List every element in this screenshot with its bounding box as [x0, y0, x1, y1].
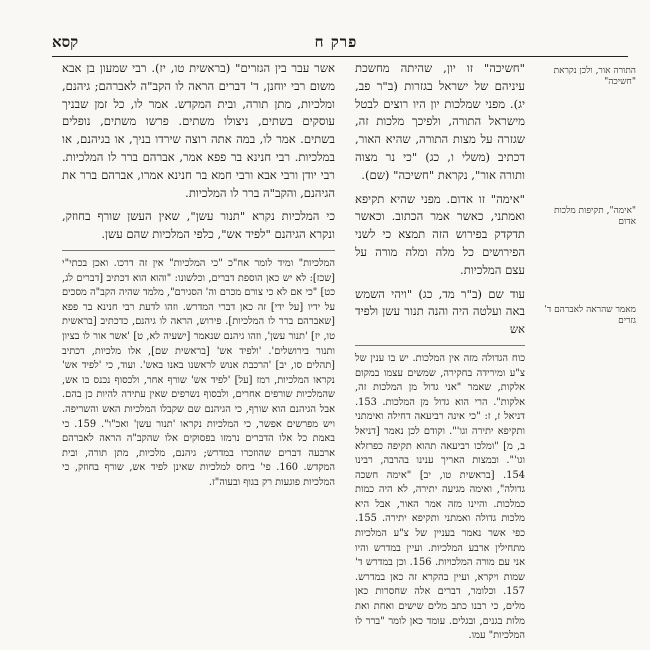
paragraph-chashecha: "חשיכה" זו יון, שהיתה מחשכת עיניהם של ישראל בגזרות (ב"ר פב, יג). מפני שמלכות יון היו רוצים לבטל מישראל התורה, ולפיכך מלכות זה, שגזרה על מצות התורה, שהיא האור, דכתיב (משלי ו, כג) "כי נר מצוה ותורה אור", נקראת "חשיכה" (שם). — [355, 61, 525, 182]
paragraph-asher-avar: אשר עבר בין הגזרים" (בראשית טו, יז). רבי שמעון בן אבא משום רבי יוחנן, ד' דברים הראה לו הקב"ה לאברהם; גיהנם, ומלכיות, מתן תורה, ובית המקדש. אמר לו, כל זמן שבניך עוסקים בשתים, ניצולו משתים. פרשו משתים, נופלים בשתים. אמר לו, במה אתה רוצה שירדו בניך, או בגיהנם, או במלכיות. רבי חנינא בר פפא אמר, אברהם ברר לו המלכיות. רבי יודן ורבי אבא ורבי חמא בר חנינא אמרו, אברהם ברר את הגיהנם, והקב"ה ברר לו המלכיות. — [62, 61, 335, 200]
footnotes-right: כוח הגדולה מזה אין המלכות. יש בו ענין של צ"ע ומירידה בחקירה, שמשים עצמו במקום אלקות, שאמר "אני גדול מן המלכות זה, אלקות". הרי הוא גדול מן המלכות. 153. דניאל ז, ז: "כי אינה רביעאה דחילה ואימתני ותקיפא יתירה וגו'". וקודם לכן נאמר [דניאל ב, מ] "ומלכו רביעאה תהוא תקיפה כפרזלא וגו'". ובמצות האריך ענינו בהרבה, רבינו 154. [בראשית טו, יב] "אימה חשכה גדולה", ואימה מגיעה יתירה, לא היה כמות כמלכות. והיינו מזה אמר האור, אבל היא מלכות גדולה ואמתני ותקיפא יתירה. 155. כפי אשר נאמר בעניין של צ"ע המלכיות מתחילין ארבע המלכיות. ועיין במדרש והיו אני עם מורה המלכויות. 156. וכן במדרש ד' שמות ויקרא, ועיין בהקרא זה כאן במדרש. 157. וכלומר, דברים אלה שחסרות כאן מלים, כי רבנו כתב מלים שישים ואחת ואת מלות בגנים, ובגלים. עומד כאן לומר "ברר לו המלכיות" עמו. — [355, 352, 525, 642]
header-rule — [52, 56, 628, 57]
chapter-title: פרק ח — [314, 32, 358, 51]
running-header — [52, 30, 620, 54]
paragraph-od-sham: עוד שם (ב"ר מד, כג) "ויהי השמש באה ועלטה היה והנה תנור עשן ולפיד אש — [355, 286, 525, 337]
page-number: קסא — [52, 32, 79, 51]
right-column — [355, 60, 525, 650]
paragraph-eimah: "אימה" זו אדום. מפני שהיא תקיפא ואמתני, כאשר אמר הכתוב. וכאשר תדקדק בפירוש הזה תמצא כי לשני הפירושים כל מלה ומלה מורה על עצם המלכיות. — [355, 191, 525, 277]
margin-note-2: "אימה", תקיפות מלכות אדום — [553, 206, 636, 227]
footnote-divider-right — [355, 345, 525, 346]
footnote-divider-left — [62, 250, 335, 251]
footnotes-left: המלכיות" ומיד לומר אח"כ "כי המלכיות" אין זה דרכו. ואכן בכתי"י [שכז]: לא יש כאן הוספת דברים, וכלשונו: "והוא הוא דכתיב [דברים לג, כט] "כי אם לא כי צורם מכרם וה' הסגירם", מלמד שהיה הקב"ה מסכים על ידיו [על ידי] זה כאן דברי המדרש. וזהו לדעת רבי חנינא בר פפא [שאברהם ברר לו המלכיות]. פירוש, הראה לו גיהנם, כדכתיב [בראשית טו, יז] 'תנור עשן', וזהו גיהנם שנאמר [ישעיה לא, ט] 'אשר אור לו בציון ותנור בירושלים'. 'ולפיד אש' [בראשית שם], אלו מלכיות, דכתיב [תהלים סו, יב] 'הרכבת אנוש לראשנו באנו באש'. ועוד, כי 'לפיד אש' נקראו המלכיות, רמז [על] 'לפיד אש' שורף אחר, ולכסוף נכנס בו אש, שהמלכיות שורפים אחרים, ולבסוף נשרפים שאין עתידה להיות כן בהם. אבל הגיהנם הוא שורף, כי הגיהנם שם שקבלו המלכיות האש והשריפה. ויש מפרשים אפשר, כי המלכיות נקראו 'תנור עשן' ואכ"ו". 159. כי באמת כל אלו הדברים נרמזו בפסוקים אלו שהקב"ה הראה לאברהם ארבעה דברים שהוזכרו במדרש; גיהנם, מלכיות, מתן תורה, ובית המקדש. 160. פי' ביחס למלכיות שאינן לפיד אש, שורף בחוזק, כי המלכיות פוגעות רק בגוף ובעוה"ז. — [62, 257, 335, 488]
margin-note-3: מאמר שהראה לאברהם ד' גזרים — [544, 305, 636, 326]
margin-note-1: התורה אור, ולכן נקראת "חשיכה" — [553, 66, 636, 87]
paragraph-ki-hamalchiyot: כי המלכיות נקרא "תנור עשן", שאין העשן שורף בחוזק, ונקרא הגיהנם "לפיד אש", כלפי המלכיות שהם עשן. — [62, 209, 335, 242]
left-column — [62, 60, 335, 650]
